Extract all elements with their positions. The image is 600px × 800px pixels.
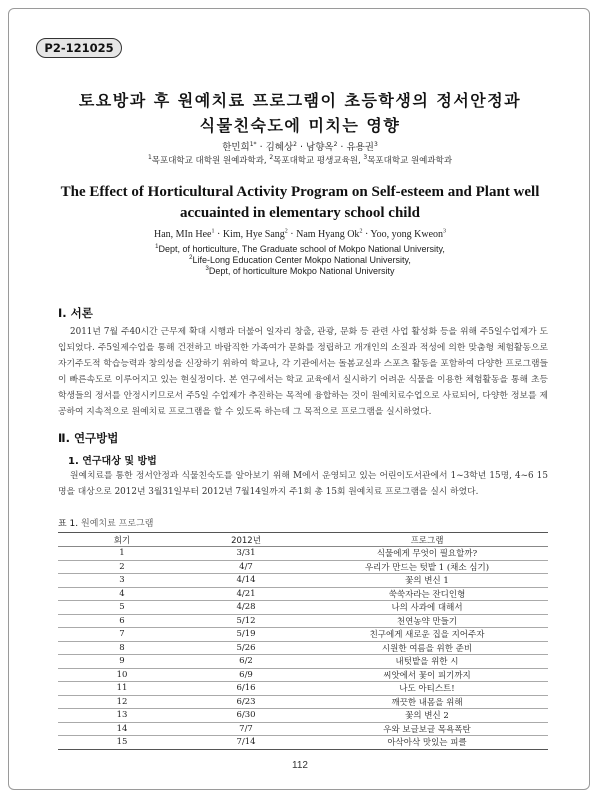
date-cell: 4/28 xyxy=(186,601,306,615)
program-table xyxy=(58,532,548,750)
date-cell: 4/7 xyxy=(186,560,306,574)
date-cell: 6/9 xyxy=(186,668,306,682)
date-cell: 4/14 xyxy=(186,574,306,588)
table-caption xyxy=(58,516,153,529)
header-program: 프로그램 xyxy=(306,533,548,547)
author-name: Han, MIn Hee xyxy=(153,229,212,240)
subsection-heading-subjects: 1. 연구대상 및 방법 xyxy=(68,456,157,467)
program-cell: 우리가 만드는 텃밭 1 (채소 심기) xyxy=(306,560,548,574)
session-cell: 14 xyxy=(58,722,186,736)
introduction-paragraph xyxy=(58,324,548,420)
date-cell: 6/23 xyxy=(186,695,306,709)
author-name: Kim, Hye Sang xyxy=(222,229,285,240)
author-mark: 2 xyxy=(293,140,297,148)
methods-paragraph xyxy=(58,468,548,500)
program-cell: 꽃의 변신 1 xyxy=(306,574,548,588)
program-cell: 나의 사과에 대해서 xyxy=(306,601,548,615)
session-cell: 12 xyxy=(58,695,186,709)
author-mark: 3 xyxy=(373,140,378,148)
affiliation-text: Dept, of horticulture Mokpo National University xyxy=(208,266,395,276)
session-cell: 8 xyxy=(58,641,186,655)
affiliation-mark: 3 xyxy=(205,266,209,272)
date-cell: 6/30 xyxy=(186,709,306,723)
english-affiliation-1 xyxy=(0,244,600,254)
affiliation-text: 목포대학교 평생교육원, xyxy=(273,156,364,166)
program-cell: 시원한 여름을 위한 준비 xyxy=(306,641,548,655)
table-row xyxy=(58,560,548,574)
program-cell: 내텃밭을 위한 시 xyxy=(306,655,548,669)
session-cell: 15 xyxy=(58,736,186,750)
table-row xyxy=(58,655,548,669)
affiliation-mark: 1 xyxy=(147,154,152,162)
table-row xyxy=(58,547,548,561)
author-mark: 2 xyxy=(333,140,338,148)
date-cell: 5/12 xyxy=(186,614,306,628)
session-cell: 2 xyxy=(58,560,186,574)
program-cell: 씨앗에서 꽃이 피기까지 xyxy=(306,668,548,682)
program-cell: 친구에게 새로운 집을 지어주자 xyxy=(306,628,548,642)
section-heading-introduction: Ⅰ. 서론 xyxy=(58,306,93,320)
session-cell: 11 xyxy=(58,682,186,696)
date-cell: 6/2 xyxy=(186,655,306,669)
table-row xyxy=(58,601,548,615)
author-name: Nam Hyang Ok xyxy=(296,229,360,240)
affiliation-mark: 3 xyxy=(363,154,368,162)
header-session: 회기 xyxy=(58,533,186,547)
english-title-line-2: accuainted in elementary school child xyxy=(180,205,420,221)
methods-text: 원예치료를 통한 정서안정과 식물친숙도를 알아보기 위해 M에서 운영되고 있는 어린이도서관에서 1~3학년 15명, 4~6 15명을 대상으로 2012년 3월31일부터 2012년 7월14일까지 주1회 총 15회 원예치료 프로그램을 실시 하였다. xyxy=(58,471,548,497)
author-mark: 1* xyxy=(249,140,257,148)
english-affiliation-2 xyxy=(0,255,600,265)
table-caption-text: 원예치료 프로그램 xyxy=(78,519,154,529)
session-cell: 9 xyxy=(58,655,186,669)
date-cell: 5/26 xyxy=(186,641,306,655)
affiliation-text: 목포대학교 대학원 원예과학과, xyxy=(151,156,270,166)
english-authors: Han, MIn Hee$^1$ · Kim, Hye Sang$^2$ · Nam Hyang $Ok^2$ · Yoo, yong Kweon$^3$ xyxy=(153,228,447,240)
section-heading-methods: Ⅱ. 연구방법 xyxy=(58,431,119,445)
author-name: 한민희 xyxy=(222,142,250,153)
english-title-line-1: The Effect of Horticultural Activity Program on Self-esteem and Plant well xyxy=(60,184,540,200)
table-row xyxy=(58,709,548,723)
program-cell: 깨끗한 내몸을 위해 xyxy=(306,695,548,709)
author-mark: 1 xyxy=(211,228,215,235)
page-number: 112 xyxy=(292,760,308,771)
date-cell: 3/31 xyxy=(186,547,306,561)
date-cell: 5/19 xyxy=(186,628,306,642)
program-cell: 아삭아삭 맛있는 피클 xyxy=(306,736,548,750)
affiliation-text: 목포대학교 원예과학과 xyxy=(367,156,453,166)
program-cell: 천연농약 만들기 xyxy=(306,614,548,628)
table-row xyxy=(58,587,548,601)
date-cell: 6/16 xyxy=(186,682,306,696)
author-name: 김혜상 xyxy=(265,142,294,153)
korean-title-line-1: 토요방과 후 원예치료 프로그램이 초등학생의 정서안정과 xyxy=(78,91,522,110)
affiliation-mark: 1 xyxy=(155,244,159,250)
program-cell: 우와 보글보글 목욕폭탄 xyxy=(306,722,548,736)
author-name: Yoo, yong Kweon xyxy=(370,229,444,240)
session-cell: 7 xyxy=(58,628,186,642)
program-cell: 쑥쑥자라는 잔디인형 xyxy=(306,587,548,601)
table-row xyxy=(58,668,548,682)
author-mark: 2 xyxy=(284,228,288,235)
affiliation-text: Dept, of horticulture, The Graduate school of Mokpo National University, xyxy=(158,244,445,254)
table-row xyxy=(58,722,548,736)
session-cell: 13 xyxy=(58,709,186,723)
table-body xyxy=(58,547,548,750)
session-cell: 10 xyxy=(58,668,186,682)
session-cell: 3 xyxy=(58,574,186,588)
author-name: 남향옥 xyxy=(306,142,334,153)
date-cell: 4/21 xyxy=(186,587,306,601)
table-header-row xyxy=(58,533,548,547)
table-row xyxy=(58,641,548,655)
table-row xyxy=(58,628,548,642)
session-cell: 4 xyxy=(58,587,186,601)
session-cell: 1 xyxy=(58,547,186,561)
program-cell: 식물에게 무엇이 필요할까? xyxy=(306,547,548,561)
table-row xyxy=(58,695,548,709)
session-cell: 5 xyxy=(58,601,186,615)
korean-title-line-2: 식물친숙도에 미치는 영향 xyxy=(199,116,401,135)
english-affiliation-3 xyxy=(0,266,600,276)
author-name: 유용권 xyxy=(346,142,374,153)
affiliation-mark: 2 xyxy=(189,255,193,261)
author-mark: 3 xyxy=(443,228,447,235)
program-cell: 나도 아티스트! xyxy=(306,682,548,696)
date-cell: 7/7 xyxy=(186,722,306,736)
table-caption-label: 표 1. xyxy=(58,519,79,529)
table-row xyxy=(58,574,548,588)
introduction-text: 2011년 7월 주40시간 근무제 확대 시행과 더불어 일자리 창출, 관광, 문화 등 관련 사업 활성화 등을 위해 주5일수업제가 도입되었다. 주5일제수업을 통해 건전하고 바람직한 가족여가 문화를 정립하고 개개인의 소질과 적성에 의한 맞춤형 체험활동으로 자기주도적 학습능력과 창의성을 신장하기 위하여 학교나, 각 기관에서는 돌봄교실과 스포츠 활동을 포함하여 다양한 프로그램들이 빠른속도로 이루어지고 있는 현실정이다. 본 연구에서는 학교 교육에서 실시하기 어려운 식물을 이용한 체험활동을 통해 초등학생들의 정서를 안정시키므로서 주5일 수업제가 추진하는 목적에 융합하는 것이 원예치료수업으로 사료되어, 다양한 정보를 제공하여 지속적으로 원예치료 프로그램을 할 수 있도록 하는데 그 목적으로 프로그램을 실시하였다. xyxy=(58,327,548,417)
date-cell: 7/14 xyxy=(186,736,306,750)
table-row xyxy=(58,736,548,750)
table-row xyxy=(58,614,548,628)
affiliation-text: Life-Long Education Center Mokpo National University, xyxy=(192,255,411,265)
korean-affiliations xyxy=(0,154,600,166)
table-row xyxy=(58,682,548,696)
paper-id-badge: P2-121025 xyxy=(36,38,122,58)
korean-authors: 한민희$^{1*}$ · 김혜상$^2$ · 남향옥$^2$ · 유용권$^3$ xyxy=(222,140,378,153)
affiliation-mark: 2 xyxy=(269,154,274,162)
author-mark: 2 xyxy=(359,228,363,235)
header-date: 2012년 xyxy=(186,533,306,547)
program-cell: 꽃의 변신 2 xyxy=(306,709,548,723)
session-cell: 6 xyxy=(58,614,186,628)
